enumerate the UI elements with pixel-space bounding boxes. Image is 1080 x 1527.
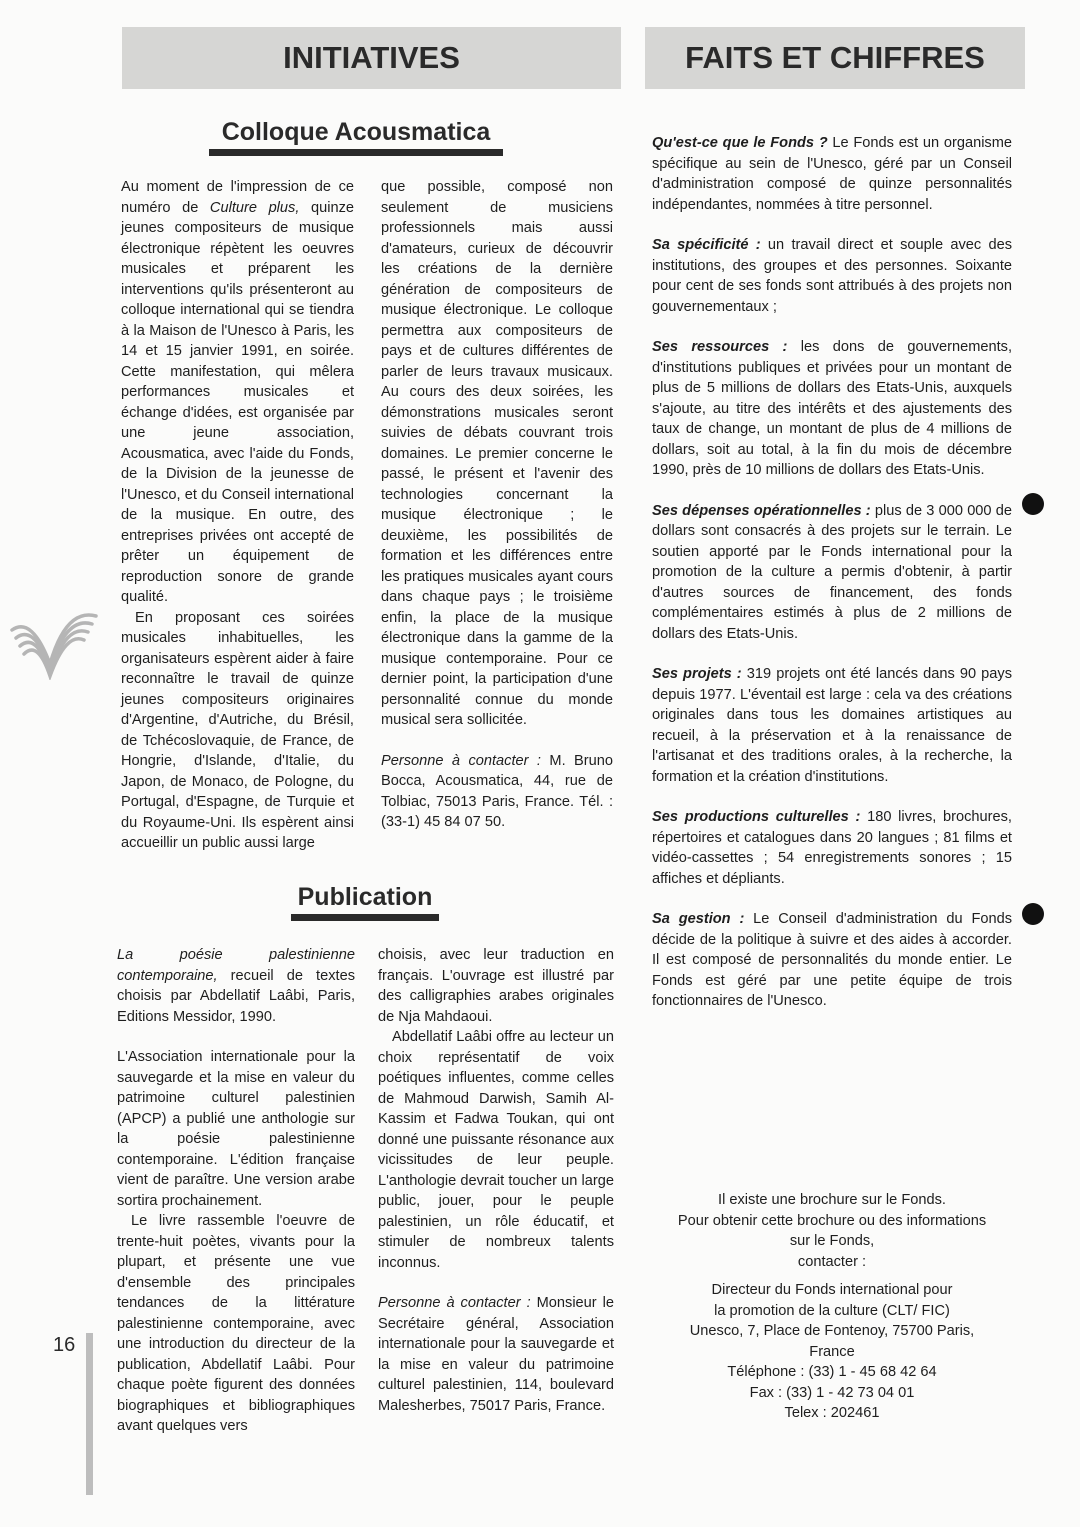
contact-label: Personne à contacter : [381,752,541,769]
colloque-title-text: Colloque Acousmatica [221,118,491,146]
contact-line: contacter : [797,1253,867,1270]
fact-label: Ses ressources : [652,339,788,355]
fact-projets [652,664,1012,787]
fact-text: 180 livres, brochures, répertoires et catalogues dans 20 langues ; 81 films et vidéo-cassettes ; 54 enregistrements sonores ; 15 affiches et dépliants. [652,809,1012,887]
colloque-paragraph-1 [121,177,354,608]
colloque-column-1 [121,177,354,854]
book-title: La poésie palestinienne contemporaine, [117,947,355,984]
fonds-contact-box [652,1190,1012,1424]
contact-phone: Téléphone : (33) 1 - 45 68 42 64 [727,1364,937,1380]
contact-line: France [809,1343,855,1360]
title-underline [291,914,439,921]
colloque-paragraph-2: En proposant ces soirées musicales inhabituelles, les organisateurs espèrent aider à faire reconnaître le travail de quinze jeunes compositeurs originaires d'Argentine, d'Autriche, du Brésil, de Tchécoslovaquie, de France, de Hongrie, d'Islande, d'Italie, du Japon, de Monaco, de Pologne, du Portugal, d'Espagne, de Turquie et du Royaume-Uni. Ils espèrent ainsi accueillir un public aussi large [121,609,354,851]
fact-text: les dons de gouvernements, d'institutions publiques et privées pour un montant de plus de 5 millions de dollars des Etats-Unis, auxquels s'ajoute, au titre des intérêts et des ajustements des taux de change, un montant de plus de 4 millions de dollars, soit au total, à la fin du mois de décembre 1990, près de 10 millions de dollars des Etats-Unis. [652,339,1013,478]
spacer [652,1272,1012,1280]
publication-contact [378,1293,614,1416]
title-underline [209,149,503,156]
publication-paragraph-3: choisis, avec leur traduction en français. L'ouvrage est illustré par des calligraphies arabes originales de Nja Mahdaoui. [378,947,614,1025]
publication-paragraph-4: Abdellatif Laâbi offre au lecteur un choix représentatif de voix poétiques influentes, comme celles de Mahmoud Darwish, Samih Al-Kassim et Fadwa Toukan, qui ont donné une puissante résonance aux vicissitudes de leur peuple. L'anthologie devrait toucher un large public, jouer, pour le peuple palestinien, un rôle éducatif, et stimuler de nombreux talents inconnus. [378,1029,614,1271]
colloque-contact [381,751,613,833]
contact-line: Pour obtenir cette brochure ou des informations [677,1212,987,1229]
publication-column-2 [378,945,614,1416]
publication-column-1 [117,945,355,1437]
fact-text: 319 projets ont été lancés dans 90 pays depuis 1977. L'éventail est large : cela va des créations originales dans tous les domaines artistiques au recueil, à la préservation et à la renaissance de l'artisanat et des traditions orales, à la recherche, la formation et la création d'institutions. [652,666,1013,785]
fact-label: Ses dépenses opérationnelles : [652,502,871,519]
article-title-colloque [209,118,503,156]
section-header-initiatives [122,27,621,89]
fact-text: Le Conseil d'administration du Fonds décide de la politique à suivre et des aides à accorder. Il est composé de personnalités du monde entier. Le Fonds est géré par une petite équipe de trois fonctionnaires de l'Unesco. [652,911,1013,1009]
contact-line: Directeur du Fonds international pour [711,1282,953,1298]
fact-depenses [652,501,1012,645]
colloque-column-2 [381,177,613,833]
contact-text: M. Bruno Bocca, Acousmatica, 44, rue de Tolbiac, 75013 Paris, France. Tél. : (33-1) 45 84 07 50. [381,752,614,830]
fact-label: Ses productions culturelles : [652,809,861,825]
page-margin-bar [86,1333,93,1495]
contact-telex: Telex : 202461 [784,1405,880,1421]
section-header-faits [645,27,1025,89]
contact-line: sur le Fonds, [789,1233,875,1249]
fact-label: Ses projets : [652,666,742,682]
page-number: 16 [53,1334,76,1356]
fact-label: Sa spécificité : [652,237,761,253]
contact-line: la promotion de la culture (CLT/ FIC) [714,1302,950,1319]
contact-fax: Fax : (33) 1 - 42 73 04 01 [749,1384,915,1401]
text-run: quinze jeunes compositeurs de musique électronique répètent les oeuvres musicales et préparent les interventions qu'ils présenteront au colloque international qui se tiendra à la Maison de l'Unesco à Paris, les 14 et 15 janvier 1991, en soirée. Cette manifestation, qui mêlera performances musicales et échange d'idées, est organisée par une jeune association, Acousmatica, avec l'aide du Fonds, de la Division de la jeunesse de l'Unesco, et du Conseil international de la musique. En outre, des entreprises privées ont accepté de prêter un équipement de reproduction sonore de grande qualité. [121,199,355,605]
publication-title-text: Publication [297,883,433,911]
fact-productions [652,807,1012,889]
fact-text: plus de 3 000 000 de dollars sont consacrés à des projets sur le terrain. Le soutien apporté par le Fonds international pour la promotion de la culture a permis d'obtenir, à partir d'autres sources de financement, des fonds complémentaires estimés à plus de 2 millions de dollars des Etats-Unis. [652,502,1012,642]
binding-hole-icon [1022,903,1044,925]
contact-label: Personne à contacter : [378,1295,531,1311]
contact-text: Monsieur le Secrétaire général, Association internationale pour la sauvegarde et la mise en valeur du patrimoine culturel palestinien, 114, boulevard Malesherbes, 75017 Paris, France. [378,1295,614,1414]
fact-specificite [652,235,1012,317]
fact-text: un travail direct et souple avec des institutions, des groupes et des personnes. Soixante pour cent de ses fonds sont attribués à des projets non gouvernementaux ; [652,237,1012,315]
fact-ressources [652,337,1012,481]
contact-line: Unesco, 7, Place de Fontenoy, 75700 Paris, [689,1323,975,1339]
fact-gestion [652,909,1012,1012]
publication-paragraph-1: L'Association internationale pour la sauvegarde et la mise en valeur du patrimoine culturel palestinien (APCP) a publié une anthologie sur la poésie palestinienne contemporaine. L'édition française vient de paraître. Une version arabe sortira prochainement. [117,1049,355,1209]
header-initiatives-text: INITIATIVES [283,40,460,75]
article-title-publication [291,883,439,921]
fact-text: Le Fonds est un organisme spécifique au sein de l'Unesco, géré par un Conseil d'administration composé de quinze personnalités indépendantes, nommées à titre personnel. [652,135,1013,213]
contact-line: Il existe une brochure sur le Fonds. [718,1192,946,1208]
text-run: Au moment de l'impression de ce numéro de [121,179,354,216]
binding-hole-icon [1022,493,1044,515]
magazine-name: Culture plus, [209,199,300,216]
colloque-paragraph-3: que possible, composé non seulement de musiciens professionnels mais aussi d'amateurs, curieux de découvrir les créations de la dernière génération de compositeurs de musique électronique. Le colloque permettra aux compositeurs de pays et de cultures différentes de parler de leurs travaux musicaux. Au cours des deux soirées, les démonstrations musicales seront suivies de débats couvrant trois domaines. Le premier concerne le passé, le présent et l'avenir des technologies concernant la musique électronique ; le deuxième, les possibilités de formation et les différences entre les pratiques musicales ayant cours dans chaque pays ; le troisième enfin, la place de la musique électronique dans la gamme de la musique contemporaine. Pour ce dernier point, la participation d'une personnalité connue du monde musical sera sollicitée. [381,179,613,728]
header-faits-text: FAITS ET CHIFFRES [685,40,985,75]
publication-paragraph-2: Le livre rassemble l'oeuvre de trente-huit poètes, vivants pour la plupart, et présente une vue d'ensemble des principales tendances de la littérature palestinienne contemporaine, avec une introduction du directeur de la publication, Abdellatif Laâbi. Pour chaque poète figurent des données biographiques et bibliographiques avant quelques vers [117,1213,355,1434]
book-details: recueil de textes choisis par Abdellatif Laâbi, Paris, Editions Messidor, 1990. [117,967,355,1025]
fact-label: Qu'est-ce que le Fonds ? [652,135,828,151]
faits-column [652,133,1012,1032]
wave-logo-icon [8,594,100,680]
book-reference [117,945,355,1027]
fact-fonds [652,133,1012,215]
fact-label: Sa gestion : [652,911,745,927]
